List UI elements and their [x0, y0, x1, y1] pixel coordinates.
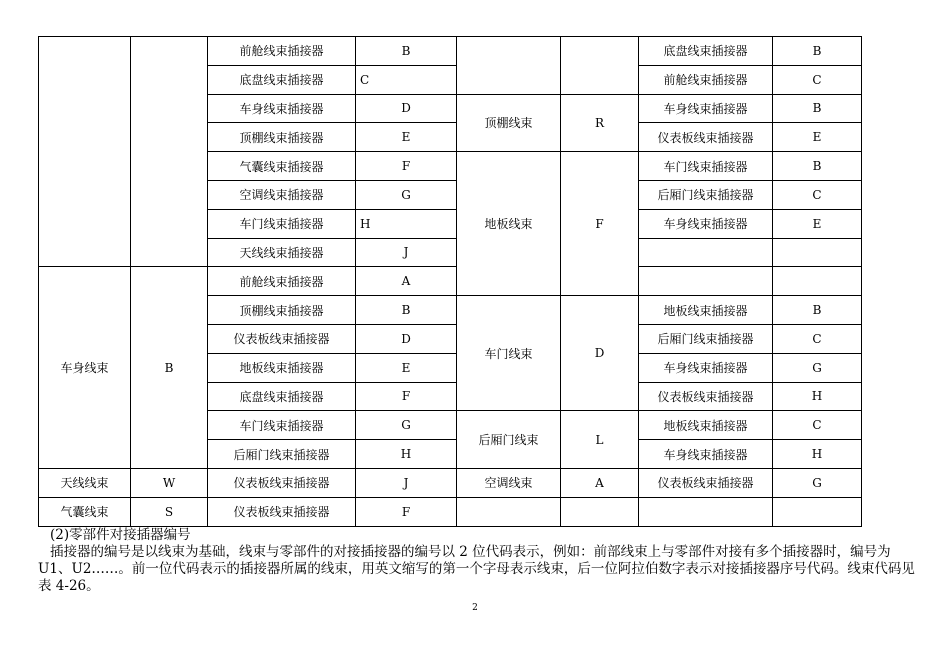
connector-name-cell: 地板线束插接器: [639, 296, 773, 325]
connector-name-cell: 车身线束插接器: [639, 94, 773, 123]
harness-name-cell: 天线线束: [39, 468, 131, 497]
harness-code-table: [38, 36, 862, 527]
connector-name-cell: 顶棚线束插接器: [208, 123, 356, 152]
connector-name-cell: 后厢门线束插接器: [639, 180, 773, 209]
harness-name-cell: 后厢门线束: [457, 411, 561, 469]
connector-code-cell: A: [356, 267, 457, 296]
connector-code-cell: C: [773, 65, 862, 94]
table-row: [39, 468, 862, 497]
connector-name-cell: 车门线束插接器: [639, 152, 773, 181]
harness-code-cell: W: [131, 468, 208, 497]
connector-name-cell: 仪表板线束插接器: [639, 468, 773, 497]
connector-code-cell: E: [773, 209, 862, 238]
connector-name-cell: 天线线束插接器: [208, 238, 356, 267]
connector-code-cell: E: [356, 353, 457, 382]
table-cell: [39, 37, 131, 267]
connector-code-cell: D: [356, 94, 457, 123]
connector-code-cell: C: [773, 411, 862, 440]
connector-name-cell: 车身线束插接器: [208, 94, 356, 123]
connector-code-cell: H: [356, 440, 457, 469]
connector-code-cell: B: [773, 94, 862, 123]
connector-name-cell: 车门线束插接器: [208, 411, 356, 440]
table-cell: [639, 267, 773, 296]
connector-code-cell: C: [773, 324, 862, 353]
harness-code-cell: S: [131, 497, 208, 526]
connector-name-cell: 顶棚线束插接器: [208, 296, 356, 325]
connector-code-cell: H: [356, 209, 457, 238]
connector-code-cell: E: [773, 123, 862, 152]
connector-name-cell: 前舱线束插接器: [208, 267, 356, 296]
connector-code-cell: F: [356, 497, 457, 526]
connector-name-cell: 后厢门线束插接器: [208, 440, 356, 469]
connector-name-cell: 仪表板线束插接器: [639, 382, 773, 411]
connector-name-cell: 底盘线束插接器: [208, 65, 356, 94]
connector-name-cell: 地板线束插接器: [208, 353, 356, 382]
page-number: 2: [472, 603, 478, 613]
table-row: [39, 267, 862, 296]
connector-name-cell: 底盘线束插接器: [639, 37, 773, 66]
harness-name-cell: 车门线束: [457, 296, 561, 411]
connector-code-cell: D: [356, 324, 457, 353]
harness-name-cell: 车身线束: [39, 267, 131, 469]
connector-name-cell: 气囊线束插接器: [208, 152, 356, 181]
connector-code-cell: B: [356, 37, 457, 66]
harness-name-cell: 空调线束: [457, 468, 561, 497]
harness-name-cell: 顶棚线束: [457, 94, 561, 152]
connector-name-cell: 底盘线束插接器: [208, 382, 356, 411]
connector-code-cell: E: [356, 123, 457, 152]
connector-code-cell: J: [356, 238, 457, 267]
connector-name-cell: 地板线束插接器: [639, 411, 773, 440]
connector-name-cell: 前舱线束插接器: [639, 65, 773, 94]
table-cell: [561, 497, 639, 526]
table-cell: [639, 238, 773, 267]
table-row: [39, 37, 862, 66]
harness-code-cell: F: [561, 152, 639, 296]
table-cell: [773, 238, 862, 267]
connector-name-cell: 仪表板线束插接器: [208, 324, 356, 353]
connector-name-cell: 车身线束插接器: [639, 209, 773, 238]
connector-code-cell: F: [356, 382, 457, 411]
connector-code-cell: C: [356, 65, 457, 94]
connector-code-cell: C: [773, 180, 862, 209]
harness-code-cell: R: [561, 94, 639, 152]
harness-code-cell: B: [131, 267, 208, 469]
harness-code-cell: L: [561, 411, 639, 469]
table-cell: [773, 267, 862, 296]
section-heading: (2)零部件对接插器编号: [50, 527, 191, 543]
harness-name-cell: 气囊线束: [39, 497, 131, 526]
harness-code-cell: D: [561, 296, 639, 411]
table-row: [39, 497, 862, 526]
connector-name-cell: 空调线束插接器: [208, 180, 356, 209]
connector-code-cell: J: [356, 468, 457, 497]
connector-name-cell: 车身线束插接器: [639, 440, 773, 469]
table-cell: [457, 37, 561, 95]
connector-code-cell: F: [356, 152, 457, 181]
connector-name-cell: 后厢门线束插接器: [639, 324, 773, 353]
connector-name-cell: 仪表板线束插接器: [639, 123, 773, 152]
connector-name-cell: 前舱线束插接器: [208, 37, 356, 66]
table-cell: [131, 37, 208, 267]
connector-code-cell: B: [773, 37, 862, 66]
connector-name-cell: 车门线束插接器: [208, 209, 356, 238]
connector-code-cell: G: [773, 353, 862, 382]
harness-name-cell: 地板线束: [457, 152, 561, 296]
connector-code-cell: G: [773, 468, 862, 497]
body-paragraph: 插接器的编号是以线束为基础，线束与零部件的对接插接器的编号以 2 位代码表示，例如：前部线束上与零部件对接有多个插接器时，编号为 U1、U2……。前一位代码表示的插接器所属的线束，用英文缩写的第一个字母表示线束，后一位阿拉伯数字表示对接插接器序号代码。线束代码见表 4-26。: [38, 544, 915, 594]
connector-code-cell: H: [773, 440, 862, 469]
connector-name-cell: 车身线束插接器: [639, 353, 773, 382]
harness-code-cell: A: [561, 468, 639, 497]
table-cell: [457, 497, 561, 526]
connector-code-cell: H: [773, 382, 862, 411]
table-cell: [639, 497, 773, 526]
connector-code-cell: B: [773, 296, 862, 325]
connector-code-cell: B: [773, 152, 862, 181]
table-cell: [773, 497, 862, 526]
connector-code-cell: B: [356, 296, 457, 325]
connector-name-cell: 仪表板线束插接器: [208, 497, 356, 526]
connector-code-cell: G: [356, 180, 457, 209]
connector-code-cell: G: [356, 411, 457, 440]
connector-name-cell: 仪表板线束插接器: [208, 468, 356, 497]
table-cell: [561, 37, 639, 95]
